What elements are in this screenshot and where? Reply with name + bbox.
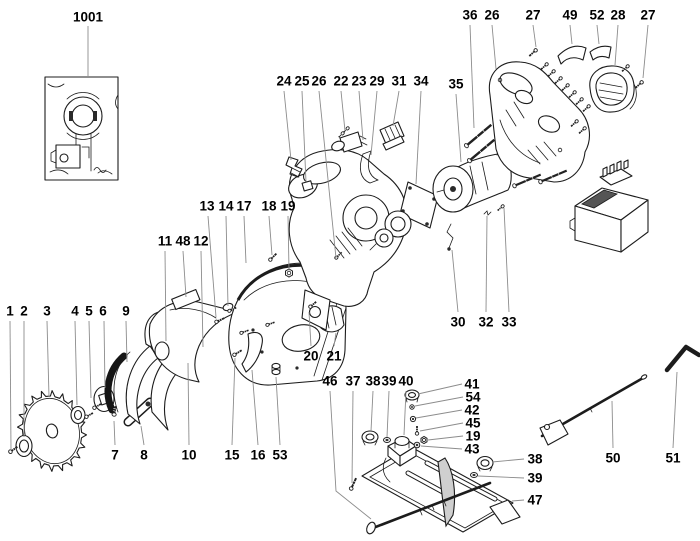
callout-36 — [462, 8, 478, 129]
right-housing — [489, 62, 589, 182]
part-number-label: 20 — [303, 348, 319, 364]
part-number-label: 5 — [85, 303, 93, 319]
screw — [547, 69, 556, 77]
part-number-label: 41 — [464, 376, 480, 392]
part-number-label: 25 — [294, 73, 310, 89]
leader-line — [416, 91, 421, 184]
leader-line — [486, 216, 487, 312]
sticker-52 — [590, 46, 611, 60]
part-number-label: 13 — [199, 198, 215, 214]
callout-48 — [175, 234, 191, 298]
screw — [554, 76, 563, 84]
callout-39 — [381, 374, 396, 438]
leader-line — [570, 25, 572, 44]
leader-line — [415, 397, 463, 406]
leader-line — [276, 377, 280, 445]
leader-line — [352, 391, 353, 483]
rip-fence — [540, 374, 647, 445]
leader-line — [104, 321, 105, 388]
callout-31 — [391, 74, 407, 127]
part-number-label: 15 — [224, 447, 240, 463]
screw — [561, 83, 570, 91]
screw — [84, 412, 94, 420]
screw — [568, 90, 577, 98]
callout-51 — [665, 372, 681, 466]
part-number-label: 39 — [381, 373, 397, 389]
callout-43 — [421, 442, 480, 457]
callout-17 — [236, 199, 251, 264]
screw — [528, 48, 538, 57]
screw — [497, 204, 505, 211]
part-number-label: 54 — [465, 389, 481, 405]
part-number-label: 35 — [448, 76, 464, 92]
callout-5 — [85, 304, 93, 399]
callout-23 — [351, 74, 367, 141]
callout-22 — [333, 74, 348, 132]
part-number-label: 43 — [464, 441, 480, 457]
leader-line — [393, 91, 399, 126]
part-number-label: 38 — [527, 451, 543, 467]
part-number-label: 29 — [369, 73, 385, 89]
part-number-label: 40 — [398, 373, 414, 389]
part-number-label: 51 — [665, 450, 681, 466]
leader-line — [371, 391, 373, 431]
callout-14 — [218, 199, 234, 307]
callout-15 — [224, 358, 240, 463]
leader-line — [284, 91, 291, 160]
screw — [582, 104, 591, 112]
leader-line — [421, 446, 462, 449]
callout-34 — [413, 74, 429, 185]
sticker-49 — [558, 46, 586, 64]
leader-line — [330, 391, 371, 519]
leader-line — [533, 25, 536, 47]
part-number-label: 28 — [610, 7, 626, 23]
leader-line — [10, 321, 11, 450]
leader-line — [673, 372, 677, 448]
callout-8 — [140, 426, 148, 463]
leader-line — [183, 251, 186, 297]
callout-28 — [610, 8, 626, 66]
leader-line — [371, 91, 377, 155]
leader-line — [420, 423, 463, 431]
callout-49 — [562, 8, 577, 45]
leader-line — [387, 391, 389, 437]
callout-3 — [43, 304, 51, 398]
part-number-label: 2 — [20, 303, 28, 319]
part-number-label: 31 — [391, 73, 407, 89]
switch — [330, 132, 367, 152]
part-number-label: 3 — [43, 303, 51, 319]
brush-spring — [447, 224, 453, 251]
part-number-label: 50 — [605, 450, 621, 466]
callout-29 — [369, 74, 384, 156]
outer-flange — [71, 407, 85, 424]
battery-pack — [570, 160, 648, 252]
leader-line — [244, 216, 246, 263]
callout-4 — [71, 304, 79, 406]
part-number-label: 26 — [484, 7, 500, 23]
leader-line — [492, 459, 524, 462]
part-number-label: 10 — [181, 447, 197, 463]
leader-line — [470, 25, 474, 128]
screw — [540, 62, 549, 70]
leader-line — [452, 250, 458, 312]
callout-46 — [322, 374, 371, 520]
part-number-label: 19 — [465, 428, 481, 444]
leader-line — [269, 216, 272, 255]
screw — [415, 426, 418, 435]
part-number-label: 32 — [478, 314, 494, 330]
saw-blade — [17, 391, 86, 472]
callout-40 — [398, 374, 413, 436]
part-number-label: 21 — [326, 348, 342, 364]
part-number-label: 19 — [280, 198, 296, 214]
part-number-label: 46 — [322, 373, 338, 389]
leader-line — [232, 358, 235, 445]
part-number-label: 49 — [562, 7, 578, 23]
callout-37 — [345, 374, 360, 484]
part-number-label: 27 — [640, 7, 656, 23]
leader-line — [404, 391, 406, 435]
part-number-label: 11 — [157, 233, 173, 249]
wiring-diagram-box — [45, 77, 118, 180]
callout-27 — [640, 8, 655, 79]
leader-line — [597, 25, 599, 44]
callout-1 — [6, 304, 14, 451]
callout-27 — [525, 8, 540, 48]
part-number-label: 45 — [465, 415, 481, 431]
part-number-label: 8 — [140, 447, 148, 463]
leader-line — [512, 500, 524, 501]
part-number-label: 53 — [272, 447, 288, 463]
callout-47 — [512, 493, 543, 508]
part-number-label: 4 — [71, 303, 79, 319]
part-number-label: 52 — [589, 7, 605, 23]
callout-33 — [501, 208, 517, 330]
screw — [349, 477, 358, 491]
leader-line — [492, 25, 496, 69]
part-number-label: 9 — [122, 303, 130, 319]
leader-line — [612, 401, 613, 448]
callout-35 — [448, 77, 464, 163]
part-number-label: 1001 — [72, 9, 104, 25]
part-number-label: 22 — [333, 73, 349, 89]
leader-line — [615, 25, 618, 65]
callout-32 — [478, 216, 493, 330]
leader-line — [208, 216, 216, 317]
leader-line — [504, 208, 509, 312]
part-number-label: 17 — [236, 198, 252, 214]
screw — [268, 252, 278, 262]
callout-50 — [605, 401, 620, 466]
part-number-label: 37 — [345, 373, 361, 389]
leader-line — [75, 321, 77, 405]
callout-1001 — [73, 10, 104, 77]
part-number-label: 7 — [111, 447, 119, 463]
hex-nut — [286, 269, 293, 277]
callout-38 — [492, 452, 543, 467]
clamp-knob-right — [477, 457, 493, 472]
callout-7 — [111, 421, 119, 463]
lock-button — [380, 122, 404, 150]
part-number-label: 39 — [527, 470, 543, 486]
leader-line — [341, 91, 345, 131]
part-number-label: 47 — [527, 492, 543, 508]
screw — [575, 97, 584, 105]
callout-18 — [261, 199, 277, 256]
leader-line — [141, 426, 144, 445]
callout-24 — [276, 74, 292, 161]
part-number-label: 33 — [501, 314, 517, 330]
motor-cap — [590, 66, 637, 112]
part-number-label: 30 — [450, 314, 466, 330]
depth-knob — [405, 390, 419, 402]
motor — [433, 153, 511, 212]
part-number-label: 12 — [193, 233, 209, 249]
part-number-label: 34 — [413, 73, 429, 89]
part-number-label: 23 — [351, 73, 367, 89]
leader-line — [288, 216, 289, 270]
leader-line — [418, 384, 462, 394]
callout-53 — [272, 377, 288, 463]
leader-line — [416, 410, 462, 418]
callout-38 — [365, 374, 381, 432]
inner-flange — [16, 436, 32, 457]
screw — [634, 80, 644, 89]
part-number-label: 36 — [462, 7, 478, 23]
callout-26 — [484, 8, 500, 70]
leader-line — [89, 321, 91, 398]
callout-52 — [589, 8, 604, 45]
leader-line — [226, 216, 228, 306]
part-number-label: 16 — [250, 447, 266, 463]
leader-line — [456, 94, 461, 162]
leader-line — [478, 476, 524, 478]
part-number-label: 27 — [525, 7, 541, 23]
part-number-label: 6 — [99, 303, 107, 319]
part-number-label: 1 — [6, 303, 14, 319]
trigger — [302, 181, 313, 191]
leader-line — [359, 91, 363, 140]
base-plate — [362, 447, 520, 532]
part-number-label: 38 — [365, 373, 381, 389]
part-number-label: 18 — [261, 198, 277, 214]
hex-key — [667, 347, 699, 370]
leader-line — [428, 436, 463, 440]
part-number-label: 24 — [276, 73, 292, 89]
callout-30 — [450, 250, 465, 330]
clamp-knob-left — [362, 431, 378, 445]
clip-32 — [484, 211, 491, 215]
part-number-label: 14 — [218, 198, 234, 214]
part-number-label: 26 — [311, 73, 327, 89]
hex-nut — [421, 437, 427, 444]
callout-6 — [99, 304, 107, 389]
part-number-label: 42 — [464, 402, 480, 418]
leader-line — [47, 321, 49, 397]
leader-line — [643, 25, 648, 78]
leader-line — [114, 421, 115, 445]
part-number-label: 48 — [175, 233, 191, 249]
